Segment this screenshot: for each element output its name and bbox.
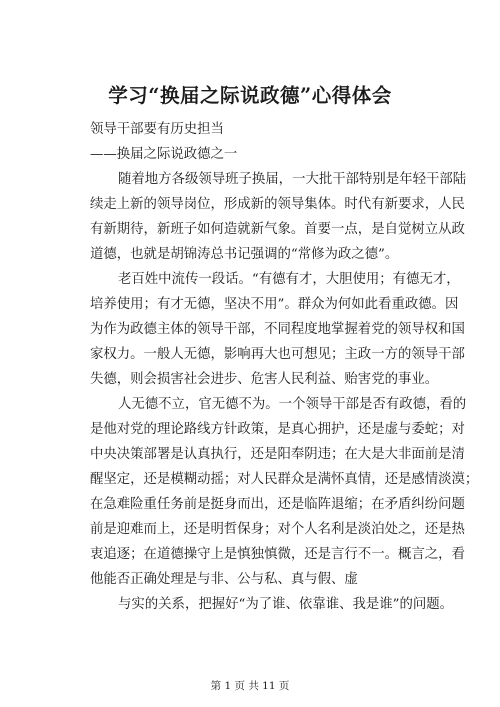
paragraph-line: 随着地方各级领导班子换届，一大批干部特别是年轻干部陆 — [118, 172, 467, 187]
document-title: 学习“换届之际说政德”心得体会 — [108, 84, 392, 107]
paragraph-line: 为作为政德主体的领导干部，不同程度地掌握着党的领导权和国 — [90, 322, 465, 337]
paragraph-line: 醒坚定，还是模糊动摇；对人民群众是满怀真情，还是感情淡漠； — [90, 472, 479, 487]
paragraph-line: 衷追逐；在道德操守上是慎独慎微，还是言行不一。概言之，看 — [90, 547, 465, 562]
paragraph-line: 人无德不立，官无德不为。一个领导干部是否有政德，看的 — [118, 397, 467, 412]
page-number: 第 1 页 共 11 页 — [210, 680, 290, 692]
paragraph-line: 是他对党的理论路线方针政策，是真心拥护，还是虚与委蛇；对 — [90, 422, 465, 437]
paragraph-line: 与实的关系，把握好“为了谁、依靠谁、我是谁”的问题。 — [118, 597, 454, 612]
subtitle-line-2: ——换届之际说政德之一 — [90, 147, 238, 162]
paragraph-line: 在急难险重任务前是挺身而出，还是临阵退缩；在矛盾纠纷问题 — [90, 497, 465, 512]
paragraph-line: 中央决策部署是认真执行，还是阳奉阴违；在大是大非面前是清 — [90, 447, 465, 462]
paragraph-line: 失德，则会损害社会进步、危害人民利益、贻害党的事业。 — [90, 372, 439, 387]
paragraph-line: 有新期待，新班子如何造就新气象。首要一点，是自觉树立从政 — [90, 222, 465, 237]
paragraph-line: 他能否正确处理是与非、公与私、真与假、虚 — [90, 572, 358, 587]
paragraph-line: 培养使用；有才无德，坚决不用”。群众为何如此看重政德。因 — [90, 297, 459, 312]
subtitle-line-1: 领导干部要有历史担当 — [90, 122, 224, 137]
paragraph-line: 道德，也就是胡锦涛总书记强调的“常修为政之德”。 — [90, 247, 399, 262]
paragraph-line: 续走上新的领导岗位，形成新的领导集体。时代有新要求，人民 — [90, 197, 465, 212]
paragraph-line: 老百姓中流传一段话。“有德有才，大胆使用；有德无才， — [118, 272, 460, 287]
paragraph-line: 家权力。一般人无德，影响再大也可想见；主政一方的领导干部 — [90, 347, 465, 362]
paragraph-line: 前是迎难而上，还是明哲保身；对个人名利是淡泊处之，还是热 — [90, 522, 465, 537]
